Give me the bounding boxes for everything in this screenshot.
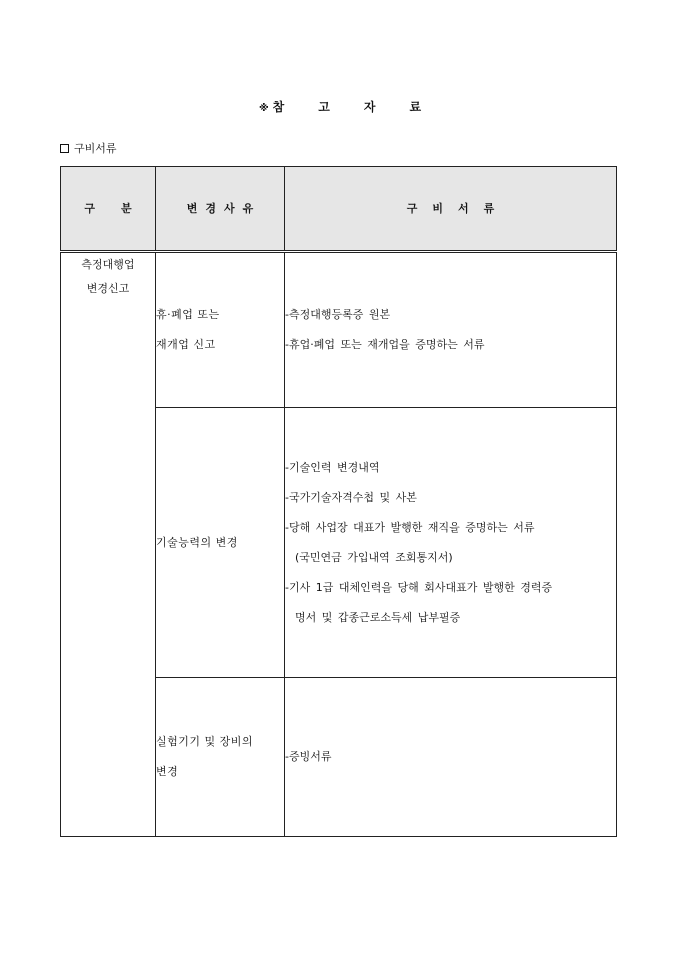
document-item: -기사 1급 대체인력을 당해 회사대표가 발행한 경력증 <box>285 580 553 594</box>
header-category: 구분 <box>61 167 156 252</box>
category-line: 측정대행업 <box>81 257 135 271</box>
document-item: -당해 사업장 대표가 발행한 재직을 증명하는 서류 <box>285 520 535 534</box>
category-cell <box>61 251 156 837</box>
checkbox-square-icon <box>60 144 69 153</box>
header-documents: 구비서류 <box>285 167 617 252</box>
header-reason: 변경사유 <box>156 167 285 252</box>
reason-cell <box>156 678 285 837</box>
section-heading <box>60 140 117 156</box>
category-line: 변경신고 <box>86 281 130 295</box>
table-header-row <box>61 167 617 252</box>
reference-mark-icon: ※ <box>258 103 269 114</box>
reason-line: 재개업 신고 <box>156 337 216 351</box>
reason-cell <box>156 408 285 678</box>
document-item: -기술인력 변경내역 <box>285 460 380 474</box>
document-item: 명서 및 갑종근로소득세 납부필증 <box>295 610 461 624</box>
reason-line: 변경 <box>156 765 179 779</box>
document-item: -국가기술자격수첩 및 사본 <box>285 490 417 504</box>
section-label: 구비서류 <box>74 142 117 155</box>
page-title <box>0 98 680 115</box>
document-item: -증빙서류 <box>285 750 332 764</box>
documents-cell <box>285 678 617 837</box>
document-item: (국민연금 가입내역 조회통지서) <box>295 550 453 564</box>
reason-cell <box>156 251 285 408</box>
reason-line: 실험기기 및 장비의 <box>156 735 254 749</box>
reason-line: 기술능력의 변경 <box>156 535 238 549</box>
table-row <box>61 251 617 408</box>
documents-cell <box>285 251 617 408</box>
documents-cell <box>285 408 617 678</box>
document-item: -측정대행등록증 원본 <box>285 307 391 321</box>
documents-table <box>60 166 617 837</box>
reason-line: 휴·폐업 또는 <box>156 307 220 321</box>
document-item: -휴업·폐업 또는 재개업을 증명하는 서류 <box>285 337 485 351</box>
page-title-text: 참고자료 <box>272 100 456 114</box>
